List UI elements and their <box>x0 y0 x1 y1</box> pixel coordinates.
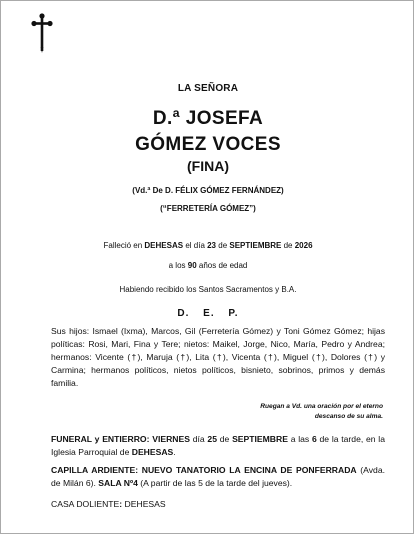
family-paragraph: Sus hijos: Ismael (Ixma), Marcos, Gil (Ferretería Gómez) y Toni Gómez Gómez; hijas políticas: Rosi, Mari, Fina y Tere; nietos: Maikel, Jorge, Nico, María, Pedro y Andrea; hermanos: Vicente (†), Maruja (†), Lita (†), Vicenta (†), Miguel (†), Dolores (†) y Carmina; hermanos políticos, nietos políticos, bisnieto, sobrinos, primos y demás familia. <box>51 326 385 388</box>
funeral-month: SEPTIEMBRE <box>232 434 288 444</box>
death-year: 2026 <box>294 241 313 250</box>
house-place: DEHESAS <box>124 499 166 509</box>
house-paragraph: CASA DOLIENTE: DEHESAS <box>51 499 166 509</box>
funeral-paragraph: FUNERAL y ENTIERRO: VIERNES día 25 de SEPTIEMBRE a las 6 de la tarde, en la Iglesia Parroquial de DEHESAS. <box>51 434 385 457</box>
house-label: CASA DOLIENTE <box>51 499 120 509</box>
death-month: SEPTIEMBRE <box>229 241 282 250</box>
cross-icon <box>31 13 53 53</box>
chapel-room: SALA Nº4 <box>98 478 138 488</box>
funeral-hour: 6 <box>311 434 317 444</box>
dep-line: D. E. P. <box>177 308 239 319</box>
funeral-weekday: VIERNES <box>152 434 190 444</box>
deceased-first-name: D.ª JOSEFA <box>152 108 264 129</box>
funeral-label: FUNERAL y ENTIERRO: <box>51 434 153 444</box>
funeral-day: 25 <box>207 434 217 444</box>
funeral-place: DEHESAS <box>131 447 174 457</box>
prayer-request: Ruegan a Vd. una oración por el eterno descanso de su alma. <box>260 403 383 420</box>
age-value: 90 <box>187 261 197 270</box>
death-line: Falleció en DEHESAS el día 23 de SEPTIEMBRE de 2026 <box>103 241 313 250</box>
death-day: 23 <box>207 241 217 250</box>
death-place: DEHESAS <box>144 241 184 250</box>
deceased-nickname: (FINA) <box>187 158 229 174</box>
widow-of-line: (Vd.ª De D. FÉLIX GÓMEZ FERNÁNDEZ) <box>132 186 284 195</box>
deceased-surname: GÓMEZ VOCES <box>135 134 281 155</box>
chapel-paragraph: CAPILLA ARDIENTE: NUEVO TANATORIO LA ENCINA DE PONFERRADA (Avda. de Milán 6). SALA Nº4 (A partir de las 5 de la tarde del jueves). <box>51 465 385 488</box>
sacraments-line: Habiendo recibido los Santos Sacramentos y B.A. <box>119 285 297 294</box>
chapel-name: NUEVO TANATORIO LA ENCINA DE PONFERRADA <box>141 465 357 475</box>
age-line: a los 90 años de edad <box>168 261 248 270</box>
business-line: (“FERRETERÍA GÓMEZ”) <box>160 204 256 213</box>
chapel-label: CAPILLA ARDIENTE: <box>51 465 142 475</box>
title-line: LA SEÑORA <box>177 83 239 94</box>
